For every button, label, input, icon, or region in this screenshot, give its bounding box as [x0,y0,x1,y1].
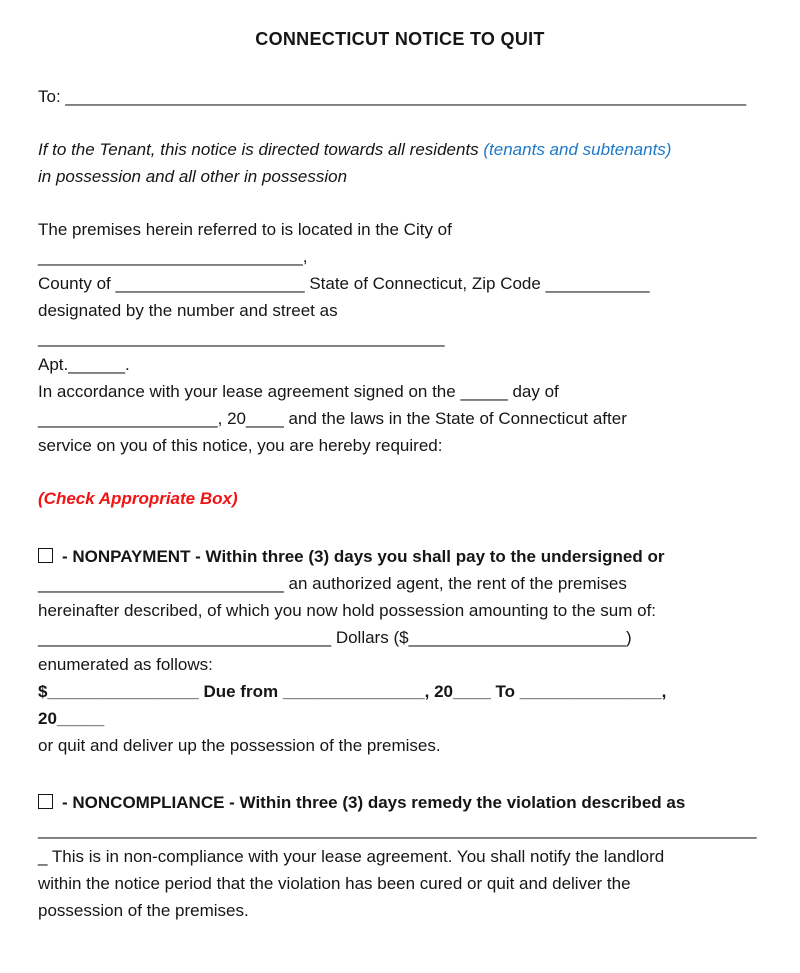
text-run: Apt. [38,355,69,374]
document-line [38,136,762,163]
text-run: designated by the number and street as [38,301,338,320]
text-run: , [302,247,308,266]
document-line [38,83,762,110]
blank-field: ____________________________ [38,247,303,266]
blank-field: _____ [56,709,105,728]
document-line [38,897,762,924]
noncompliance-section [38,789,762,924]
text-run: , [661,682,667,701]
text-run: Due from [198,682,283,701]
text-run: In accordance with your lease agreement signed on the [38,382,461,401]
document-line [38,678,762,705]
blank-field: _______________________________ [38,628,332,647]
text-run: - NONPAYMENT - Within three (3) days you shall pay to the undersigned or [62,547,665,566]
text-run: in possession and all other in possession [38,167,348,186]
text-run: ) [626,628,632,647]
text-run: - NONCOMPLIANCE - Within three (3) days remedy the violation described as [62,793,686,812]
text-run: $ [38,682,48,701]
document-line [38,816,762,843]
document-line [38,843,762,870]
document-line [38,485,762,512]
blank-field: ____________________________________________________________________________ [38,820,757,839]
text-run: 20 [38,709,57,728]
tenant-direction-note [38,136,762,190]
text-run: The premises herein referred to is located in the City of [38,220,452,239]
text-run: within the notice period that the violation has been cured or quit and deliver the [38,874,631,893]
document-line [38,543,762,570]
document-line [38,243,762,270]
document-line [38,597,762,624]
blank-field: _______________ [282,682,425,701]
blank-field: ________________________________________________________________________ [65,87,747,106]
text-run: State of Connecticut, Zip Code [304,274,546,293]
blank-field: __________________________ [38,574,284,593]
text-run: If to the Tenant, this notice is directed towards all residents [38,140,484,159]
document-line [38,270,762,297]
document-line [38,732,762,759]
text-run: possession of the premises. [38,901,249,920]
blank-field: ____________________ [115,274,305,293]
blank-field: ___________________ [38,409,218,428]
nonpayment-section [38,543,762,759]
text-run: _ This is in non-compliance with your lease agreement. You shall notify the landlord [38,847,665,866]
blank-field: _____ [460,382,508,401]
text-run: service on you of this notice, you are hereby required: [38,436,443,455]
blank-field: ____ [453,682,491,701]
text-run: To [490,682,520,701]
text-run: County of [38,274,116,293]
text-run: To: [38,87,66,106]
check-appropriate-box-note [38,485,762,512]
text-run: (tenants and subtenants) [483,140,672,159]
text-run: , 20 [217,409,246,428]
document-line [38,789,762,816]
text-run: day of [507,382,559,401]
text-run: enumerated as follows: [38,655,213,674]
text-run: . [124,355,130,374]
document-line [38,163,762,190]
blank-field: ______ [68,355,125,374]
document-line [38,297,762,324]
document-line [38,432,762,459]
document-title: CONNECTICUT NOTICE TO QUIT [255,29,545,49]
text-run: and the laws in the State of Connecticut after [283,409,627,428]
document-line [38,351,762,378]
blank-field: ___________________________________________ [38,328,445,347]
document-line [38,705,762,732]
checkbox-icon[interactable] [38,548,53,563]
document-line [38,405,762,432]
document-line [38,324,762,351]
premises-and-lease-details [38,216,762,459]
document-line [38,216,762,243]
document-line [38,570,762,597]
text-run: hereinafter described, of which you now hold possession amounting to the sum of: [38,601,657,620]
text-run: , 20 [424,682,453,701]
text-run: or quit and deliver up the possession of the premises. [38,736,441,755]
blank-field: ________________ [47,682,199,701]
blank-field: _______________ [519,682,662,701]
document-body [38,83,762,924]
text-run: Dollars ($ [331,628,409,647]
blank-field: ____ [246,409,284,428]
text-run: an authorized agent, the rent of the premises [283,574,627,593]
checkbox-icon[interactable] [38,794,53,809]
text-run: (Check Appropriate Box) [38,489,238,508]
document-line [38,624,762,651]
to-line [38,83,762,110]
blank-field: ___________ [545,274,650,293]
blank-field: _______________________ [408,628,627,647]
document-line [38,870,762,897]
document-line [38,651,762,678]
document-line [38,378,762,405]
